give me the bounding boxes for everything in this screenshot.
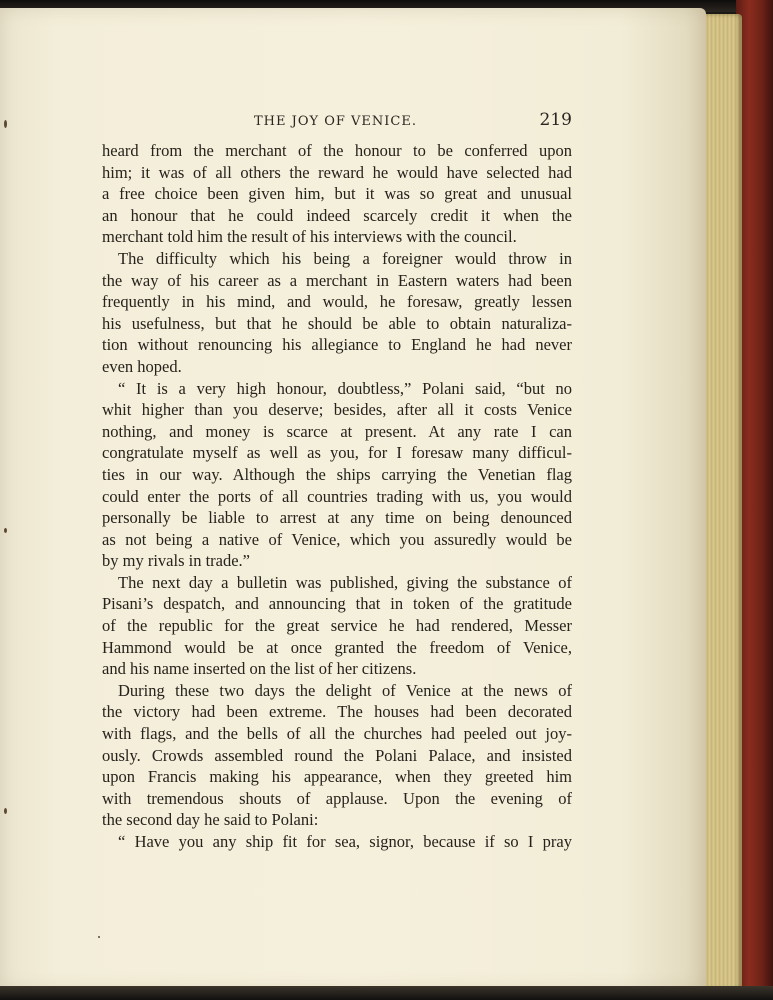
margin-speck (4, 808, 7, 814)
text-line: Hammond would be at once granted the freedom of Venice, (102, 637, 572, 657)
text-line: upon Francis making his appearance, when they greeted him (102, 767, 572, 787)
text-line: by my rivals in trade.” (102, 551, 251, 571)
text-line: could enter the ports of all countries trading with us, you would (102, 486, 572, 506)
text-line: an honour that he could indeed scarcely credit it when the (102, 205, 572, 225)
text-line: with flags, and the bells of all the churches had peeled out joy- (102, 724, 572, 744)
text-line: him; it was of all others the reward he would have selected had (102, 162, 572, 182)
text-line: ously. Crowds assembled round the Polani Palace, and insisted (102, 745, 572, 765)
text-line: frequently in his mind, and would, he foresaw, greatly lessen (102, 292, 572, 312)
text-line: merchant told him the result of his interviews with the council. (102, 227, 517, 247)
running-header (102, 110, 572, 136)
text-line: The difficulty which his being a foreigner would throw in (118, 248, 572, 268)
text-line: the victory had been extreme. The houses had been decorated (102, 702, 572, 722)
text-line: even hoped. (102, 356, 182, 376)
text-line: as not being a native of Venice, which you assuredly would be (102, 529, 572, 549)
text-line: the way of his career as a merchant in Eastern waters had been (102, 270, 572, 290)
margin-speck (4, 528, 7, 533)
margin-speck (4, 120, 7, 128)
text-line: of the republic for the great service he had rendered, Messer (102, 616, 572, 636)
text-line: During these two days the delight of Venice at the news of (118, 680, 572, 700)
text-line: tion without renouncing his allegiance to England he had never (102, 335, 572, 355)
text-line: and his name inserted on the list of her citizens. (102, 659, 417, 679)
running-title: THE JOY OF VENICE. (254, 114, 417, 129)
page-number: 219 (539, 110, 572, 130)
text-line: his usefulness, but that he should be able to obtain naturaliza- (102, 313, 572, 333)
text-line: ties in our way. Although the ships carrying the Venetian flag (102, 464, 572, 484)
text-line: heard from the merchant of the honour to be conferred upon (102, 141, 572, 160)
margin-speck (98, 936, 100, 938)
text-line: nothing, and money is scarce at present. At any rate I can (102, 421, 572, 441)
text-line: a free choice been given him, but it was so great and unusual (102, 184, 572, 204)
gilded-page-edges (700, 14, 742, 989)
text-line: whit higher than you deserve; besides, after all it costs Venice (102, 400, 572, 420)
bottom-shadow-edge (0, 986, 773, 1000)
text-line: congratulate myself as well as you, for I foresaw many difficul- (102, 443, 572, 463)
text-line: with tremendous shouts of applause. Upon the evening of (102, 788, 572, 808)
text-line: personally be liable to arrest at any time on being denounced (102, 508, 572, 528)
body-text (102, 140, 572, 853)
text-line: Pisani’s despatch, and announcing that in token of the gratitude (102, 594, 572, 614)
text-line: the second day he said to Polani: (102, 810, 319, 830)
text-line: The next day a bulletin was published, giving the substance of (118, 572, 572, 592)
text-line: “ It is a very high honour, doubtless,” Polani said, “but no (118, 378, 572, 398)
text-line: “ Have you any ship fit for sea, signor, because if so I pray (118, 832, 572, 851)
